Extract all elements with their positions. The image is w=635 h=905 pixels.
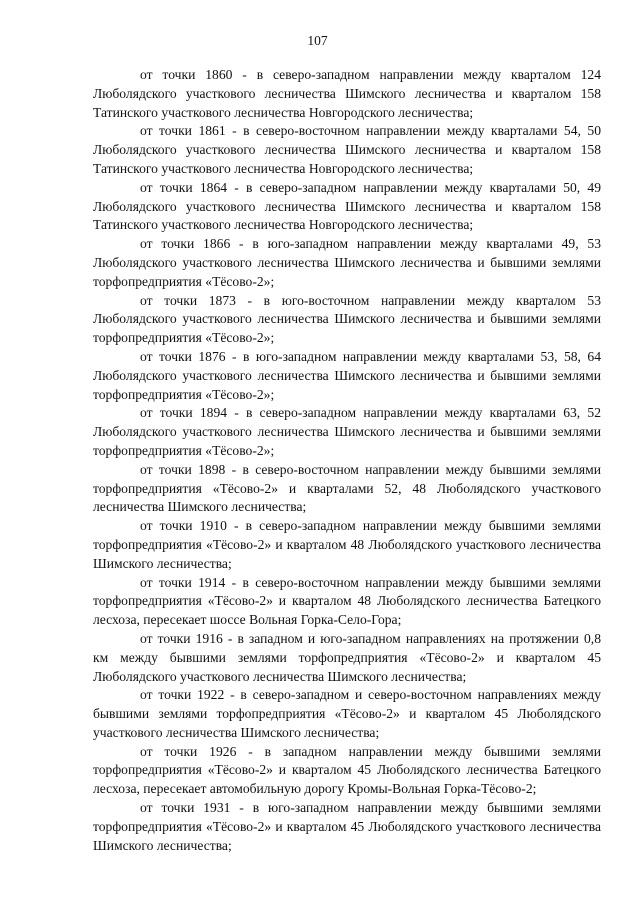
boundary-paragraph: от точки 1898 - в северо-восточном направлении между бывшими землями торфопредприятия «Тёсово-2» и кварталами 52, 48 Люболядского участкового лесничества Шимского лесничества; — [93, 461, 601, 515]
document-body — [93, 66, 601, 855]
boundary-paragraph: от точки 1926 - в западном направлении между бывшими землями торфопредприятия «Тёсово-2» и кварталом 45 Люболядского лесничества Батецкого лесхоза, пересекает автомобильную дорогу Кромы-Вольная Горка-Тёсово-2; — [93, 743, 601, 797]
boundary-paragraph: от точки 1916 - в западном и юго-западном направлениях на протяжении 0,8 км между бывшими землями торфопредприятия «Тёсово-2» и кварталом 45 Люболядского участкового лесничества Шимского лесничества; — [93, 630, 601, 684]
boundary-paragraph: от точки 1861 - в северо-восточном направлении между кварталами 54, 50 Люболядского участкового лесничества Шимского лесничества и кварталом 158 Татинского участкового лесничества Новгородского лесничества; — [93, 123, 601, 176]
boundary-paragraph: от точки 1931 - в юго-западном направлении между бывшими землями торфопредприятия «Тёсово-2» и кварталом 45 Люболядского участкового лесничества Шимского лесничества; — [93, 800, 601, 853]
boundary-paragraph: от точки 1864 - в северо-западном направлении между кварталами 50, 49 Люболядского участкового лесничества Шимского лесничества и кварталом 158 Татинского участкового лесничества Новгородского лесничества; — [93, 179, 601, 233]
boundary-paragraph: от точки 1876 - в юго-западном направлении между кварталами 53, 58, 64 Люболядского участкового лесничества Шимского лесничества и бывшими землями торфопредприятия «Тёсово-2»; — [93, 348, 601, 402]
boundary-paragraph: от точки 1873 - в юго-восточном направлении между кварталом 53 Люболядского участкового лесничества Шимского лесничества и бывшими землями торфопредприятия «Тёсово-2»; — [93, 292, 601, 346]
boundary-paragraph: от точки 1860 - в северо-западном направлении между кварталом 124 Люболядского участкового лесничества Шимского лесничества и кварталом 158 Татинского участкового лесничества Новгородского лесничества; — [93, 67, 601, 120]
page-number: 107 — [307, 33, 328, 48]
boundary-paragraph: от точки 1914 - в северо-восточном направлении между бывшими землями торфопредприятия «Тёсово-2» и кварталом 48 Люболядского лесничества Батецкого лесхоза, пересекает шоссе Вольная Горка-Село-Гора; — [93, 574, 601, 628]
boundary-paragraph: от точки 1910 - в северо-западном направлении между бывшими землями торфопредприятия «Тёсово-2» и кварталом 48 Люболядского участкового лесничества Шимского лесничества; — [93, 518, 601, 571]
boundary-paragraph: от точки 1894 - в северо-западном направлении между кварталами 63, 52 Люболядского участкового лесничества Шимского лесничества и бывшими землями торфопредприятия «Тёсово-2»; — [93, 405, 601, 458]
boundary-paragraph: от точки 1866 - в юго-западном направлении между кварталами 49, 53 Люболядского участкового лесничества Шимского лесничества и бывшими землями торфопредприятия «Тёсово-2»; — [93, 236, 601, 289]
boundary-paragraph: от точки 1922 - в северо-западном и северо-восточном направлениях между бывшими землями торфопредприятия «Тёсово-2» и кварталом 45 Люболядского участкового лесничества Шимского лесничества; — [93, 687, 601, 740]
